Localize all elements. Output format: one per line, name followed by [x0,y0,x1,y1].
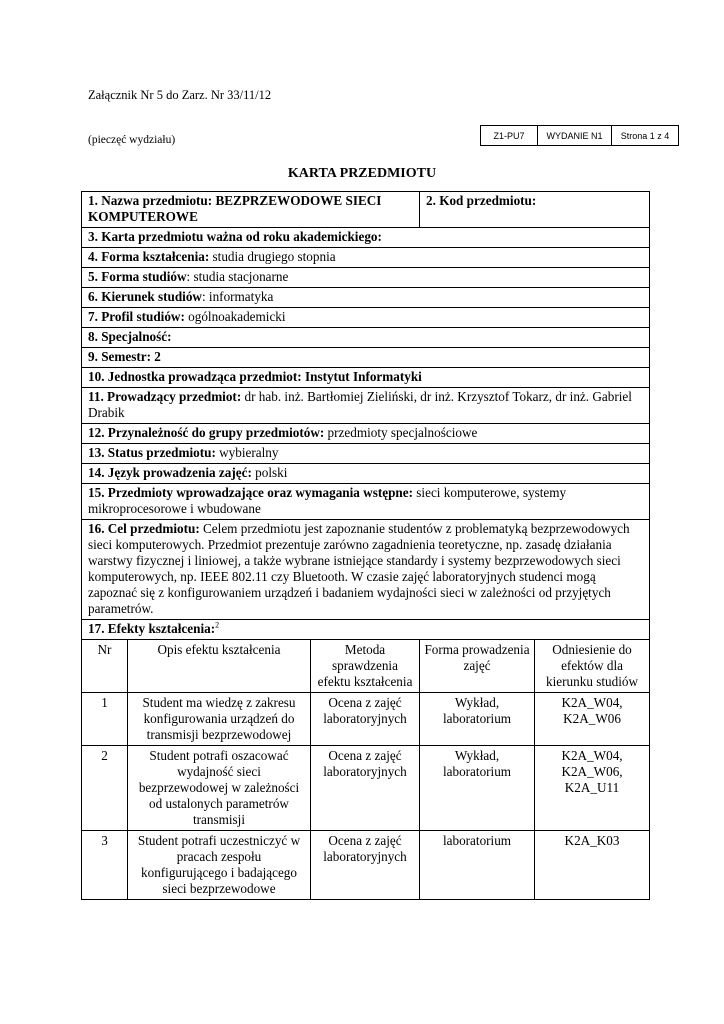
semester-label: 9. Semestr: 2 [88,349,161,364]
attachment-note: Załącznik Nr 5 do Zarz. Nr 33/11/12 [88,88,272,102]
field-study-profile [82,308,650,328]
field-language [82,464,650,484]
document-header-box [480,125,679,146]
outcome-form: Wykład, laboratorium [420,746,535,831]
outcome-description: Student ma wiedzę z zakresu konfigurowania urządzeń do transmisji bezprzewodowej [128,693,311,746]
lecturer-label: 11. Prowadzący przedmiot: [88,389,242,404]
outcomes-header-row [82,640,650,693]
course-status-value: wybieralny [215,445,279,460]
table-row [82,746,650,831]
outcome-form: Wykład, laboratorium [420,693,535,746]
outcome-form: laboratorium [420,831,535,900]
education-form-label: 4. Forma kształcenia: [88,249,210,264]
field-lecturer [82,388,650,424]
outcome-description: Student potrafi oszacować wydajność sieci bezprzewodowej w zależności od ustalonych parametrów transmisji [128,746,311,831]
outcome-method: Ocena z zajęć laboratoryjnych [311,693,420,746]
col-header-form: Forma prowadzenia zajęć [420,640,535,693]
outcome-method: Ocena z zajęć laboratoryjnych [311,831,420,900]
language-value: polski [251,465,288,480]
faculty-stamp-label: (pieczęć wydziału) [88,134,176,146]
course-card-table [81,191,650,900]
doc-page-number: Strona 1 z 4 [620,130,670,141]
study-profile-label: 7. Profil studiów: [88,309,185,324]
doc-code: Z1-PU7 [481,126,538,145]
course-status-label: 13. Status przedmiotu: [88,445,216,460]
outcome-reference: K2A_W04, K2A_W06, K2A_U11 [535,746,650,831]
col-header-reference: Odniesienie do efektów dla kierunku studiów [535,640,650,693]
field-semester [82,348,650,368]
field-valid-from [82,228,650,248]
outcome-nr: 2 [82,746,128,831]
course-group-value: przedmioty specjalnościowe [324,425,478,440]
field-of-study-label: 6. Kierunek studiów [88,289,202,304]
field-course-goal [82,520,650,620]
education-form-value: studia drugiego stopnia [209,249,336,264]
lecturer-value: dr hab. inż. Bartłomiej Zieliński, dr inż. Krzysztof Tokarz, dr inż. Gabriel Drabik [88,389,632,420]
language-label: 14. Język prowadzenia zajęć: [88,465,252,480]
field-of-study-value: : informatyka [201,289,274,304]
doc-edition: WYDANIE N1 [538,126,612,145]
field-unit [82,368,650,388]
outcome-method: Ocena z zajęć laboratoryjnych [311,746,420,831]
field-specialization [82,328,650,348]
outcome-reference: K2A_K03 [535,831,650,900]
specialization-label: 8. Specjalność: [88,329,172,344]
col-header-method: Metoda sprawdzenia efektu kształcenia [311,640,420,693]
study-form-value: : studia stacjonarne [186,269,289,284]
study-form-label: 5. Forma studiów [88,269,187,284]
learning-outcomes-label: 17. Efekty kształcenia: [88,621,216,636]
outcome-nr: 3 [82,831,128,900]
table-row [82,831,650,900]
outcome-reference: K2A_W04, K2A_W06 [535,693,650,746]
unit-label: 10. Jednostka prowadząca przedmiot: Instytut Informatyki [88,369,422,384]
col-header-description: Opis efektu kształcenia [128,640,311,693]
field-course-status [82,444,650,464]
col-header-nr: Nr [82,640,128,693]
outcome-nr: 1 [82,693,128,746]
field-course-name [82,192,420,228]
prerequisites-label: 15. Przedmioty wprowadzające oraz wymagania wstępne: [88,485,413,500]
field-prerequisites [82,484,650,520]
course-code-label: 2. Kod przedmiotu: [426,193,537,208]
outcome-description: Student potrafi uczestniczyć w pracach zespołu konfigurującego i badającego sieci bezprzewodowe [128,831,311,900]
field-row-1-2 [82,192,650,228]
field-learning-outcomes [82,620,650,640]
course-group-label: 12. Przynależność do grupy przedmiotów: [88,425,325,440]
field-education-form [82,248,650,268]
table-row [82,693,650,746]
page-title: KARTA PRZEDMIOTU [287,166,437,181]
course-goal-label: 16. Cel przedmiotu: [88,521,200,536]
study-profile-value: ogólnoakademicki [184,309,286,324]
field-field-of-study [82,288,650,308]
footnote-marker: 2 [215,620,220,630]
field-study-form [82,268,650,288]
prerequisites-value: sieci komputerowe, systemy mikroprocesorowe i wbudowane [88,485,567,516]
field-course-group [82,424,650,444]
field-course-code [420,192,650,228]
course-goal-value: Celem przedmiotu jest zapoznanie studentów z problematyką bezprzewodowych sieci komputerowych. Przedmiot prezentuje zarówno zagadnienia teoretyczne, np. zasadę działania warstwy fizycznej i liniowej, a także wybrane istniejące standardy i systemy bezprzewodowych sieci komputerowych, np. IEEE 802.11 czy Bluetooth. W czasie zajęć laboratoryjnych studenci mogą zapoznać się z konfigurowaniem urządzeń i badaniem wydajności sieci w zależności od przyjętych parametrów. [88,521,630,616]
valid-from-label: 3. Karta przedmiotu ważna od roku akademickiego: [88,229,382,244]
course-name-label: 1. Nazwa przedmiotu: BEZPRZEWODOWE SIECI KOMPUTEROWE [88,193,382,224]
